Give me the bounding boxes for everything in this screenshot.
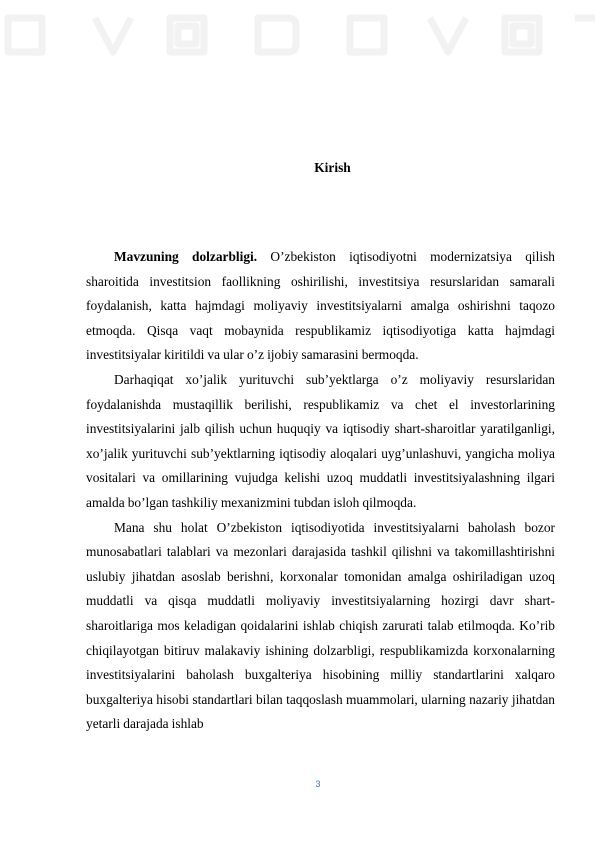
paragraph-3	[86, 516, 555, 737]
paragraph-3-text: Mana shu holat O’zbekiston iqtisodiyotida investitsiyalarni baholash bozor munosabatlari talablari va mezonlari darajasida tashkil qilishni va takomillashtirishni uslubiy jihatdan asoslab berishni, korxonalar tomonidan amalga oshiriladigan uzoq muddatli va qisqa muddatli moliyaviy investitsiyalarning hozirgi davr shart-sharoitlariga mos keladigan qoidalarini ishlab chiqish zarurati talab etilmoqda. Ko’rib chiqilayotgan bitiruv malakaviy ishining dolzarbligi, respublikamizda korxonalarning investitsiyalarini baholash buxgalteriya hisobining milliy standartlarini xalqaro buxgalteriya hisobi standartlari bilan taqqoslash muammolari, ularning nazariy jihatdan yetarli darajada ishlab	[86, 519, 555, 732]
paragraph-1-text: O’zbekiston iqtisodiyotni modernizatsiya qilish sharoitida investitsion faollikning oshirilishi, investitsiya resurslaridan samarali foydalanish, katta hajmdagi moliyaviy investitsiyalarni amalga oshirishni taqozo etmoqda. Qisqa vaqt mobaynida respublikamiz iqtisodiyotiga katta hajmdagi investitsiyalar kiritildi va ular o’z ijobiy samarasini bermoqda.	[86, 249, 555, 363]
document-title: Kirish	[314, 160, 351, 175]
paragraph-2-text: Darhaqiqat xo’jalik yurituvchi sub’yektlarga o’z moliyaviy resurslaridan foydalanishda mustaqillik berilishi, respublikamiz va chet el investorlarining investitsiyalarini jalb qilish uchun huquqiy va iqtisodiy shart-sharoitlar yaratilganligi, xo’jalik yurituvchi sub’yektlarning iqtisodiy aloqalari uyg’unlashuvi, yangicha moliya vositalari va omillarining vujudga kelishi uzoq muddatli investitsiyalashning ilgari amalda bo’lgan tashkiliy mexanizmini tubdan isloh qilmoqda.	[86, 371, 555, 510]
paragraph-1-lead: Mavzuning dolzarbligi.	[114, 249, 258, 264]
paragraph-2	[86, 368, 555, 516]
paragraph-1	[86, 245, 555, 368]
document-body	[86, 245, 555, 737]
page-number: 3	[315, 779, 321, 789]
